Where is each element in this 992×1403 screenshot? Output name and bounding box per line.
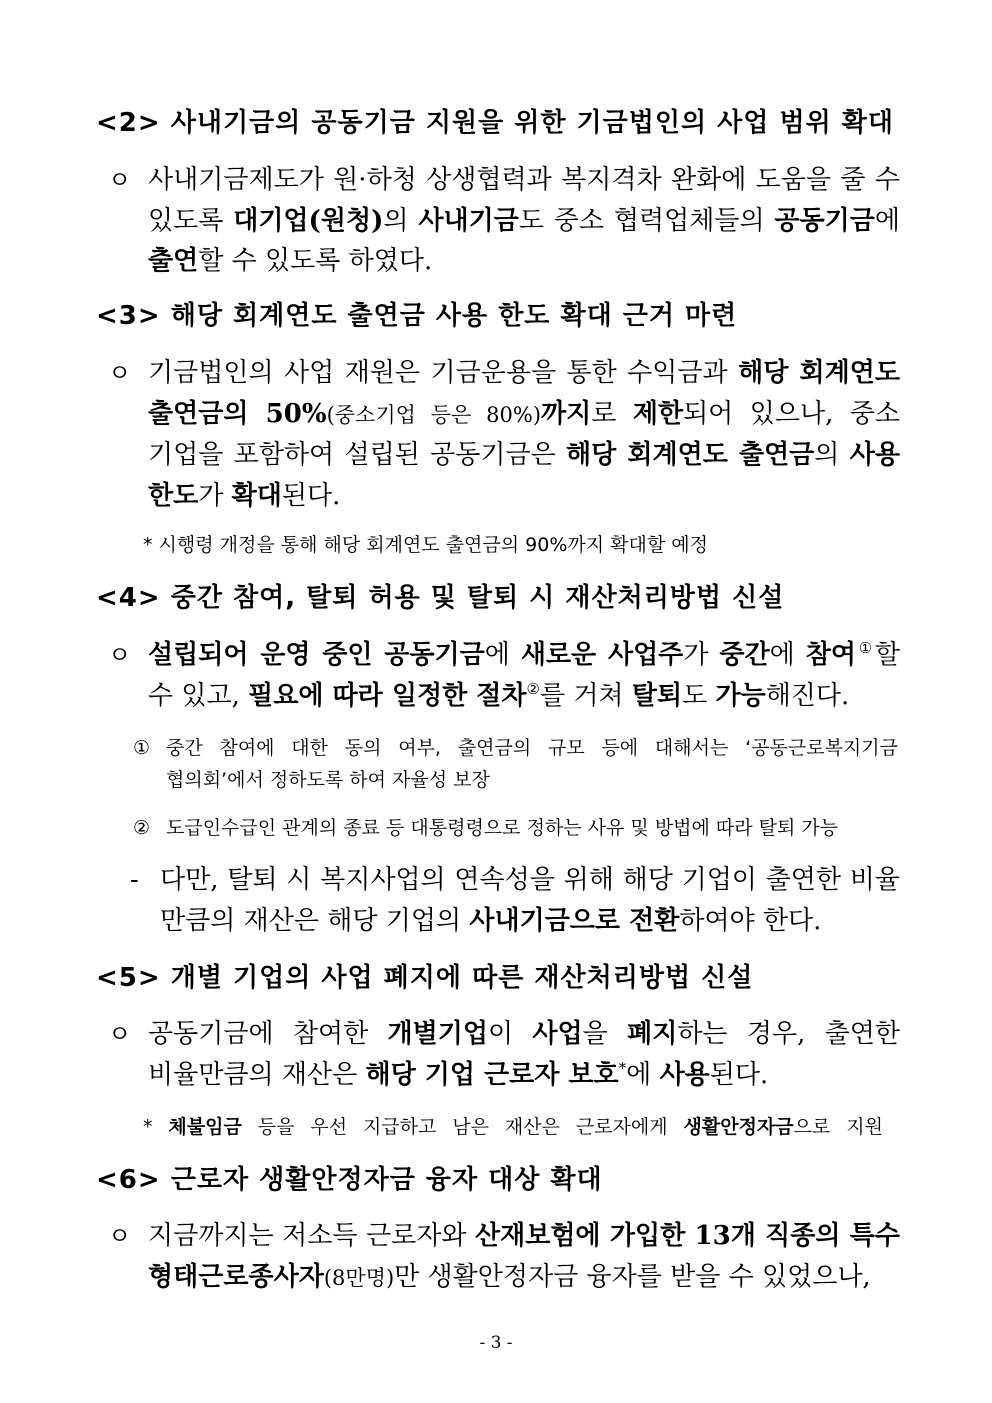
section-3-paragraph: [148, 353, 900, 516]
text-line: 한도가 확대된다.: [148, 480, 341, 511]
text-line: 공동기금에 참여한 개별기업이 사업을 폐지하는 경우, 출연한: [148, 1019, 900, 1049]
footnote: * 체불임금 등을 우선 지급하고 남은 재산은 근로자에게 생활안정자금으로 지원: [143, 1116, 883, 1138]
footnote: * 시행령 개정을 통해 해당 회계연도 출연금의 90%까지 확대할 예정: [143, 534, 708, 556]
section-4-paragraph: [148, 635, 900, 716]
bullet-marker: ㅇ: [108, 359, 132, 387]
dash-marker: -: [130, 865, 139, 895]
text-line: 기업을 포함하여 설립된 공동기금은 해당 회계연도 출연금의 사용: [148, 440, 900, 470]
section-6-heading: <6> 근로자 생활안정자금 융자 대상 확대: [96, 1165, 603, 1195]
text-line: 사내기금제도가 원·하청 상생협력과 복지격차 완화에 도움을 줄 수: [148, 165, 900, 195]
footnote: 협의회’에서 정하도록 하여 자율성 보장: [166, 769, 490, 791]
text-line: 출연금의 50%(중소기업 등은 80%)까지로 제한되어 있으나, 중소: [148, 398, 900, 429]
text-line: 설립되어 운영 중인 공동기금에 새로운 사업주가 중간에 참여①할: [148, 639, 900, 670]
page-number: - 3 -: [479, 1333, 513, 1353]
text-line: 다만, 탈퇴 시 복지사업의 연속성을 위해 해당 기업이 출연한 비율: [160, 865, 900, 895]
text-line: 출연할 수 있도록 하였다.: [148, 246, 433, 276]
text-line: 있도록 대기업(원청)의 사내기금도 중소 협력업체들의 공동기금에: [148, 205, 900, 236]
section-3-heading: <3> 해당 회계연도 출연금 사용 한도 확대 근거 마련: [96, 301, 738, 331]
section-4-sub-paragraph: [160, 860, 900, 941]
footnote-mark: ①: [133, 737, 151, 759]
bullet-marker: ㅇ: [108, 1222, 132, 1250]
footnote: 도급인수급인 관계의 종료 등 대통령령으로 정하는 사유 및 방법에 따라 탈퇴 가능: [166, 817, 839, 839]
bullet-marker: ㅇ: [108, 641, 132, 669]
bullet-marker: ㅇ: [108, 1020, 132, 1048]
section-4-heading: <4> 중간 참여, 탈퇴 허용 및 탈퇴 시 재산처리방법 신설: [96, 583, 785, 613]
text-line: 수 있고, 필요에 따라 일정한 절차②를 거쳐 탈퇴도 가능해진다.: [148, 679, 850, 711]
text-line: 지금까지는 저소득 근로자와 산재보험에 가입한 13개 직종의 특수: [148, 1221, 901, 1251]
footnote: 중간 참여에 대한 동의 여부, 출연금의 규모 등에 대해서는 ‘공동근로복지기금: [166, 737, 898, 759]
section-5-heading: <5> 개별 기업의 사업 폐지에 따른 재산처리방법 신설: [96, 963, 754, 993]
section-5-paragraph: [148, 1014, 900, 1095]
text-line: 형태근로종사자(8만명)만 생활안정자금 융자를 받을 수 있었으나,: [148, 1261, 871, 1292]
footnote-mark: ②: [133, 817, 151, 839]
section-2-paragraph: [148, 160, 900, 282]
section-6-paragraph: [148, 1216, 900, 1298]
text-line: 기금법인의 사업 재원은 기금운용을 통한 수익금과 해당 회계연도: [148, 358, 901, 388]
section-2-heading: <2> 사내기금의 공동기금 지원을 위한 기금법인의 사업 범위 확대: [96, 108, 894, 138]
text-line: 만큼의 재산은 해당 기업의 사내기금으로 전환하여야 한다.: [160, 905, 822, 936]
bullet-marker: ㅇ: [108, 166, 132, 194]
text-line: 비율만큼의 재산은 해당 기업 근로자 보호*에 사용된다.: [148, 1058, 769, 1090]
